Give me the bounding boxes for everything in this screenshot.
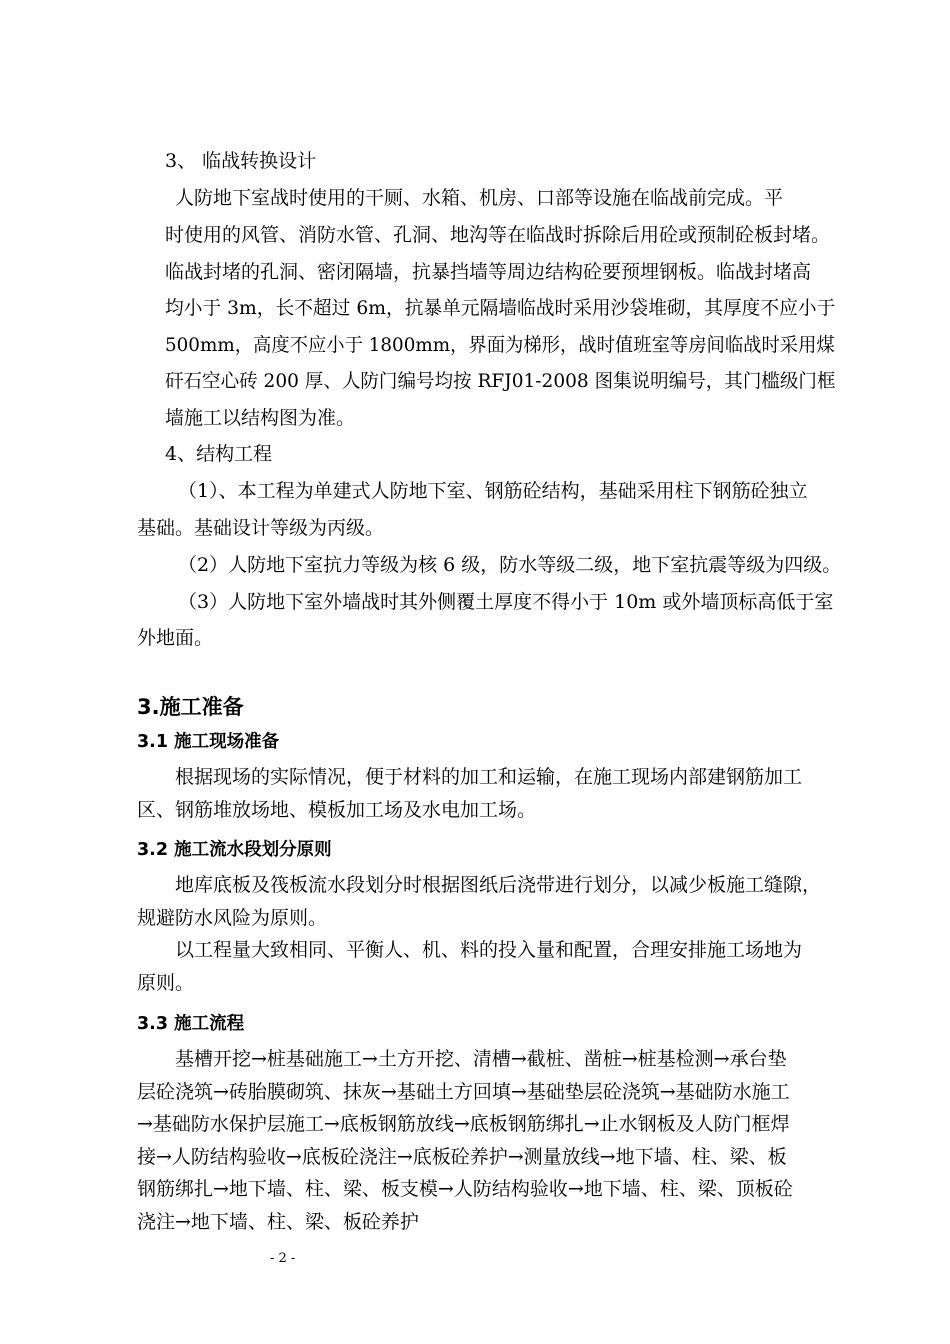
item-heading: 4、结构工程 <box>165 443 273 465</box>
paragraph-line: 墙施工以结构图为准。 <box>165 407 356 429</box>
paragraph-line: 根据现场的实际情况，便于材料的加工和运输，在施工现场内部建钢筋加工 <box>175 766 803 788</box>
paragraph-line: 外地面。 <box>137 627 214 649</box>
section-title: 3.1 施工现场准备 <box>137 732 280 752</box>
chapter-title: 3.施工准备 <box>137 695 244 719</box>
paragraph-line: 区、钢筋堆放场地、模板加工场及水电加工场。 <box>137 799 537 821</box>
section-title: 3.2 施工流水段划分原则 <box>137 840 332 860</box>
paragraph-line: 500mm，高度不应小于 1800mm，界面为梯形，战时值班室等房间临战时采用煤 <box>165 334 835 356</box>
paragraph-line: →基础防水保护层施工→底板钢筋放线→底板钢筋绑扎→止水钢板及人防门框焊 <box>137 1113 790 1135</box>
paragraph-line: 地库底板及筏板流水段划分时根据图纸后浇带进行划分，以减少板施工缝隙， <box>175 874 822 896</box>
page-number: - 2 - <box>270 1251 296 1266</box>
paragraph-line: 规避防水风险为原则。 <box>137 907 328 929</box>
paragraph-line: 接→人防结构验收→底板砼浇注→底板砼养护→测量放线→地下墙、柱、梁、板 <box>137 1146 787 1168</box>
paragraph-line: 钢筋绑扎→地下墙、柱、梁、板支模→人防结构验收→地下墙、柱、梁、顶板砼 <box>137 1178 793 1200</box>
section-title: 3.3 施工流程 <box>137 1014 245 1034</box>
paragraph-line: 基础。基础设计等级为丙级。 <box>137 517 385 539</box>
paragraph-line: 原则。 <box>137 972 195 994</box>
paragraph-line: （1）、本工程为单建式人防地下室、钢筋砼结构，基础采用柱下钢筋砼独立 <box>178 480 808 502</box>
paragraph-line: 以工程量大致相同、平衡人、机、料的投入量和配置，合理安排施工场地为 <box>175 939 803 961</box>
item-heading: 3、 临战转换设计 <box>165 150 317 172</box>
paragraph-line: 均小于 3m，长不超过 6m，抗暴单元隔墙临战时采用沙袋堆砌，其厚度不应小于 <box>165 297 836 319</box>
paragraph-line: 基槽开挖→桩基础施工→土方开挖、清槽→截桩、凿桩→桩基检测→承台垫 <box>175 1048 787 1070</box>
paragraph-line: （3）人防地下室外墙战时其外侧覆土厚度不得小于 10m 或外墙顶标高低于室 <box>178 591 834 613</box>
paragraph-line: 时使用的风管、消防水管、孔洞、地沟等在临战时拆除后用砼或预制砼板封堵。 <box>165 224 831 246</box>
paragraph-line: 人防地下室战时使用的干厕、水箱、机房、口部等设施在临战前完成。平 <box>175 187 784 209</box>
paragraph-line: 浇注→地下墙、柱、梁、板砼养护 <box>137 1211 419 1233</box>
paragraph-line: 矸石空心砖 200 厚、人防门编号均按 RFJ01-2008 图集说明编号，其门槛级门框 <box>165 370 836 392</box>
paragraph-line: （2）人防地下室抗力等级为核 6 级，防水等级二级，地下室抗震等级为四级。 <box>178 554 842 576</box>
paragraph-line: 层砼浇筑→砖胎膜砌筑、抹灰→基础土方回填→基础垫层砼浇筑→基础防水施工 <box>137 1081 790 1103</box>
paragraph-line: 临战封堵的孔洞、密闭隔墙，抗暴挡墙等周边结构砼要预埋钢板。临战封堵高 <box>165 261 812 283</box>
